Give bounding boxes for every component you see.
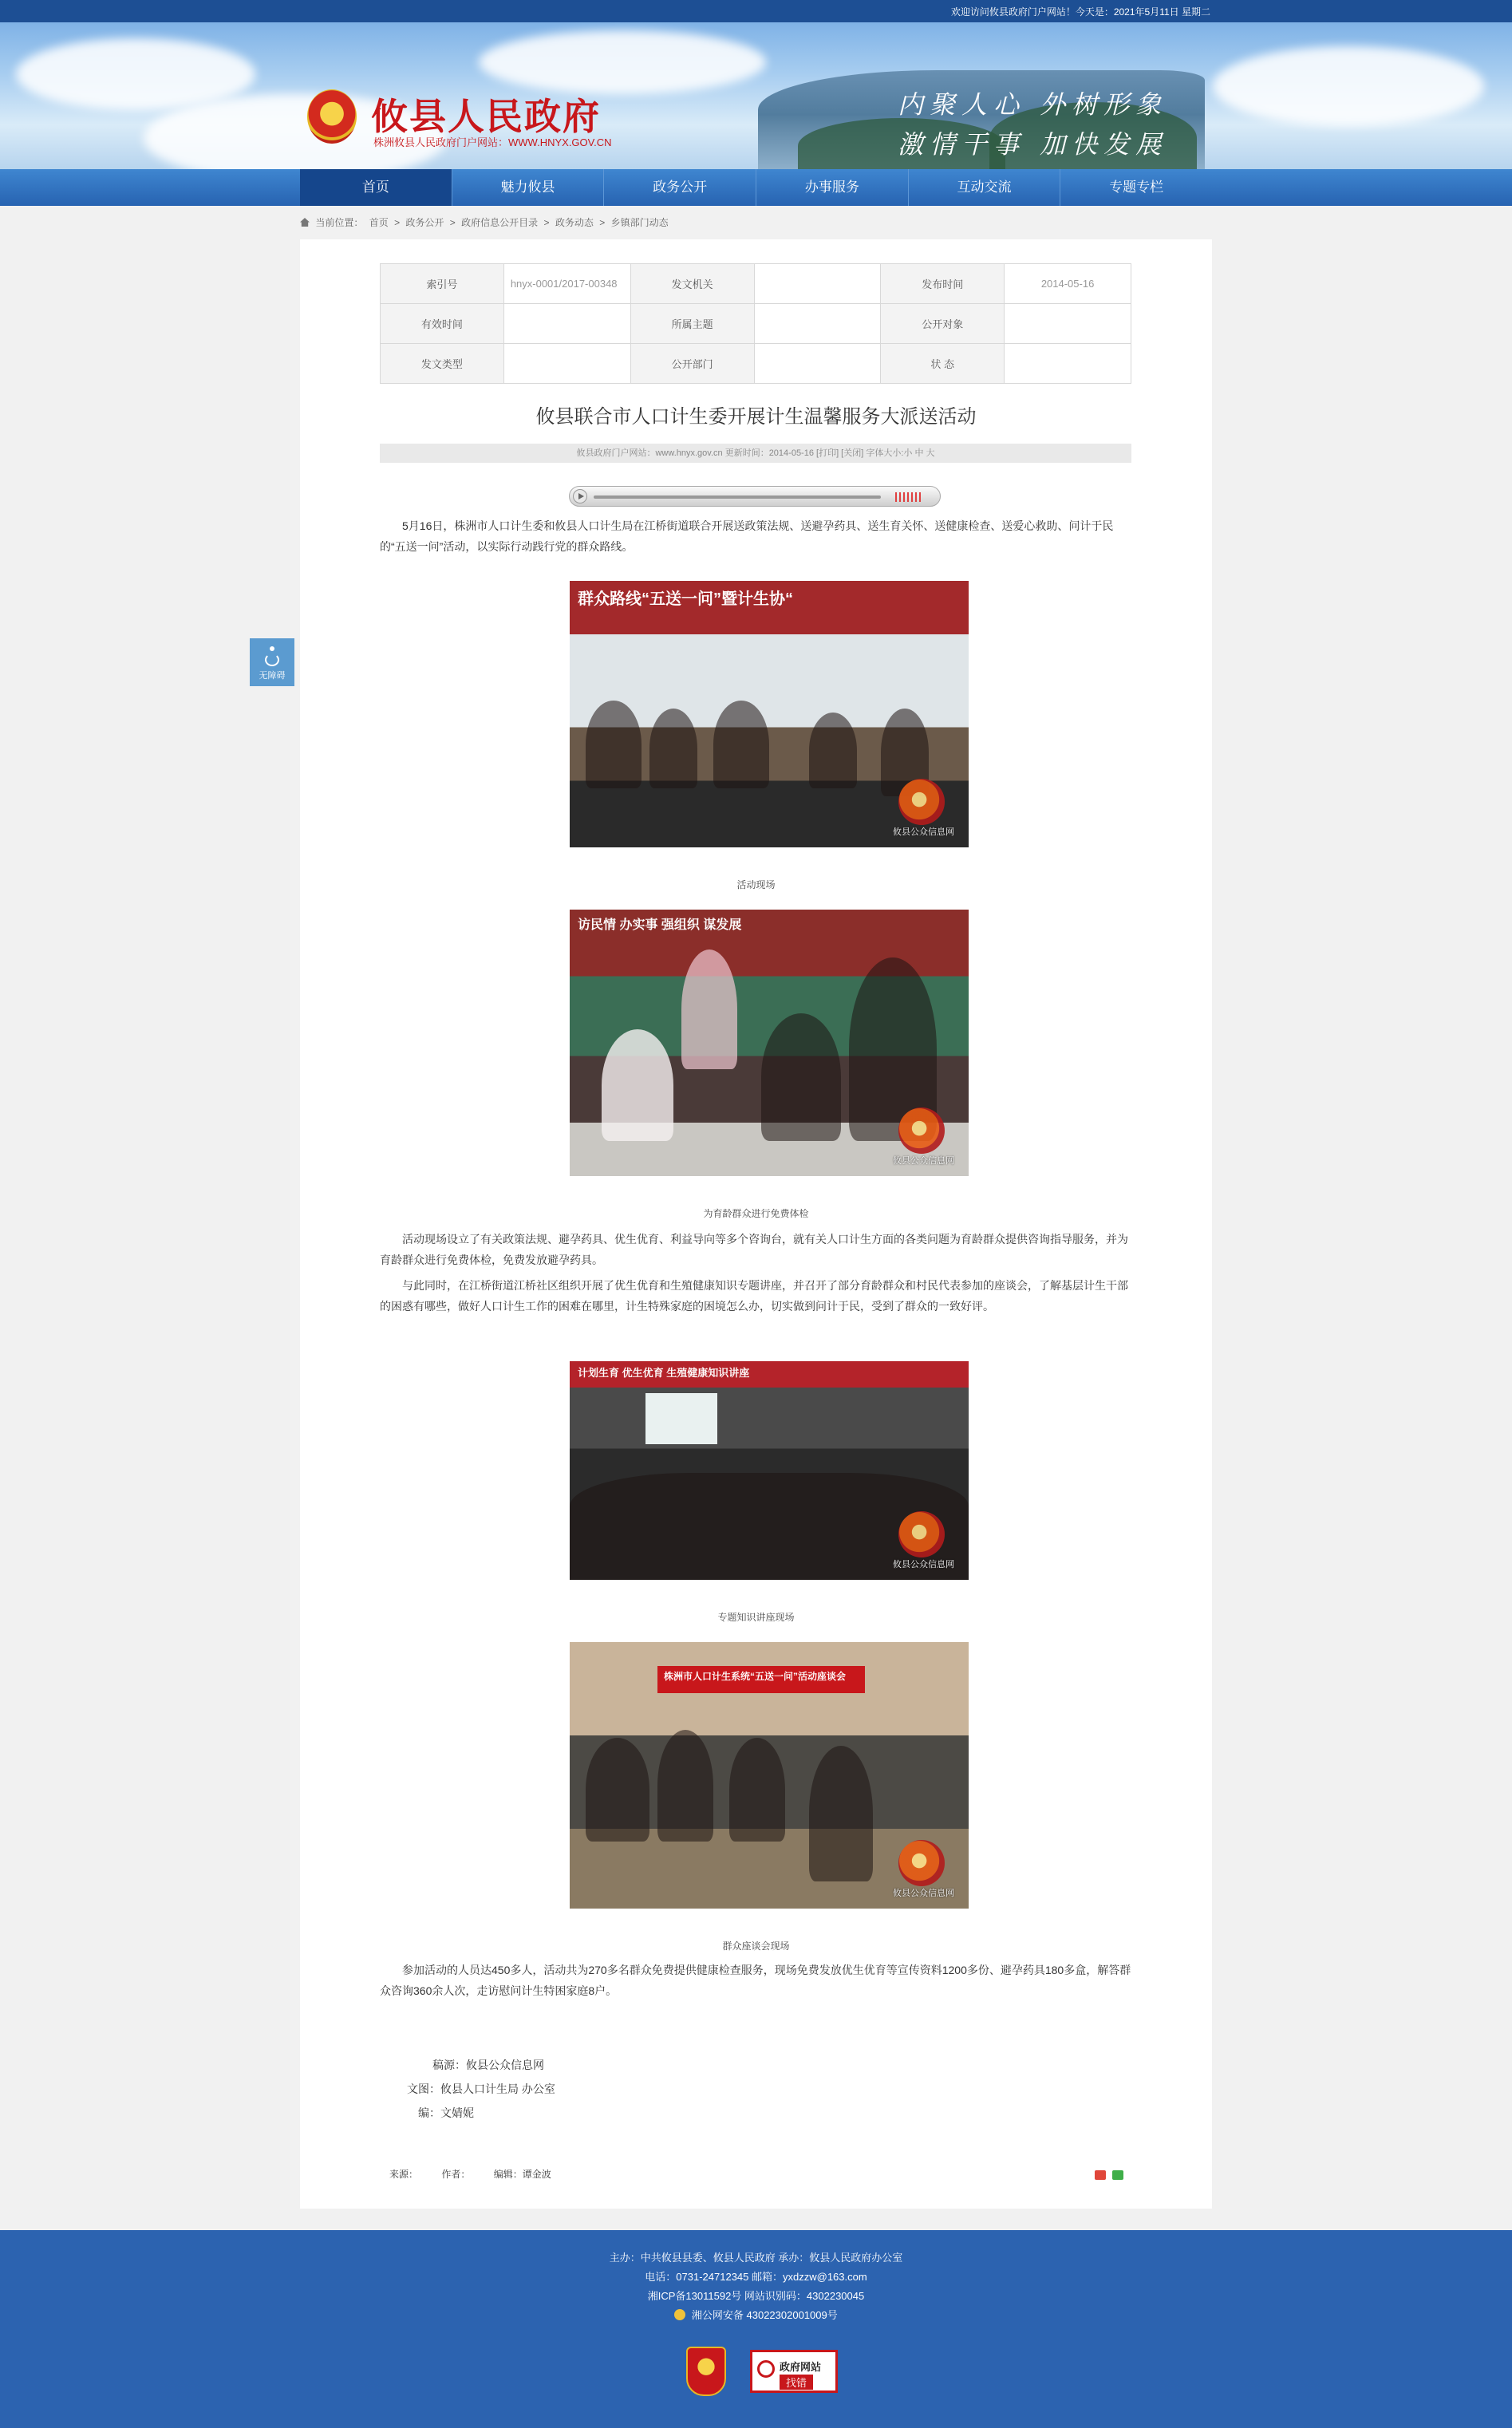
footer-sponsor: 主办：中共攸县县委、攸县人民政府 承办：攸县人民政府办公室 xyxy=(609,2252,903,2264)
breadcrumb-gov-affairs[interactable]: 政务公开 xyxy=(405,217,444,228)
photo-lecture: 计划生育 优生优育 生殖健康知识讲座 攸县公众信息网 xyxy=(570,1361,969,1580)
meta-value xyxy=(503,304,630,344)
breadcrumb: 当前位置： 首页 > 政务公开 > 政府信息公开目录 > 政务动态 > 乡镇部门动态 xyxy=(300,215,672,229)
meta-key: 发文机关 xyxy=(630,264,754,304)
meta-value: hnyx-0001/2017-00348 xyxy=(503,264,630,304)
meta-value xyxy=(1005,304,1131,344)
progress-track[interactable] xyxy=(594,495,881,499)
nav-item-gov-affairs[interactable]: 政务公开 xyxy=(604,169,756,206)
wechat-share-icon[interactable] xyxy=(1112,2170,1123,2180)
national-emblem-icon xyxy=(307,89,357,144)
site-subtitle: 株洲攸县人民政府门户网站：WWW.HNYX.GOV.CN xyxy=(373,136,612,148)
slogan-line-1: 内聚人心 外树形象 xyxy=(898,89,1168,120)
meta-key: 状 态 xyxy=(881,344,1005,384)
party-gov-badge-icon[interactable] xyxy=(686,2347,726,2396)
nav-item-home[interactable]: 首页 xyxy=(300,169,452,206)
audio-player[interactable] xyxy=(569,486,941,507)
photo-health-check: 访民情 办实事 强组织 谋发展 攸县公众信息网 xyxy=(570,910,969,1176)
article-info-bar: 攸县政府门户网站：www.hnyx.gov.cn 更新时间：2014-05-16 [打印] [关闭] 字体大小:小 中 大 xyxy=(380,444,1131,463)
paragraph: 5月16日，株洲市人口计生委和攸县人口计生局在江桥街道联合开展送政策法规、送避孕药具、送生育关怀、送健康检查、送爱心救助、问计于民的“五送一问”活动，以实际行动践行党的群众路线。 xyxy=(380,519,1114,553)
meta-key: 索引号 xyxy=(381,264,504,304)
site-footer xyxy=(0,2230,1512,2428)
breadcrumb-label: 当前位置： xyxy=(315,217,364,228)
breadcrumb-home[interactable]: 首页 xyxy=(369,217,389,228)
report-error-badge[interactable]: 政府网站 找错 xyxy=(750,2350,838,2393)
photo-caption: 为育龄群众进行免费体检 xyxy=(703,1208,809,1219)
photo-event-site: 群众路线“五送一问”暨计生协“ 攸县公众信息网 xyxy=(570,581,969,847)
nav-item-charm[interactable]: 魅力攸县 xyxy=(452,169,605,206)
paragraph: 与此同时，在江桥街道江桥社区组织开展了优生优育和生殖健康知识专题讲座，并召开了部分育龄群众和村民代表参加的座谈会，了解基层计生干部的困惑有哪些，做好人口计生工作的困难在哪里，计生特殊家庭的困境怎么办，切实做到问计于民，受到了群众的一致好评。 xyxy=(380,1279,1128,1313)
editor-credit: 编：文婧妮 xyxy=(418,2106,474,2119)
metadata-table xyxy=(380,263,1131,384)
author-label: 作者： xyxy=(441,2169,471,2180)
footer-contact: 电话：0731-24712345 邮箱：yxdzzw@163.com xyxy=(645,2271,867,2283)
photo-caption: 群众座谈会现场 xyxy=(722,1940,790,1952)
article-title: 攸县联合市人口计生委开展计生温馨服务大派送活动 xyxy=(535,406,977,428)
slogan-line-2: 激情干事 加快发展 xyxy=(898,129,1168,160)
watermark-logo-icon xyxy=(898,1107,945,1154)
police-badge-icon xyxy=(674,2309,685,2320)
accessibility-button[interactable] xyxy=(250,638,294,686)
paragraph: 参加活动的人员达450多人，活动共为270多名群众免费提供健康检查服务，现场免费发放优生优育等宣传资料1200多份、避孕药具180多盒，解答群众咨询360余人次，走访慰问计生特困家庭8户。 xyxy=(380,1964,1131,1997)
header-banner xyxy=(0,22,1512,169)
meta-key: 公开对象 xyxy=(881,304,1005,344)
footer-police-record[interactable]: 湘公网安备 43022302001009号 xyxy=(691,2309,838,2321)
breadcrumb-dept-news[interactable]: 乡镇部门动态 xyxy=(610,217,669,228)
meta-value: 2014-05-16 xyxy=(1005,264,1131,304)
top-bar xyxy=(0,0,1512,22)
photo-forum: 株洲市人口计生系统“五送一问”活动座谈会 攸县公众信息网 xyxy=(570,1642,969,1909)
wheelchair-icon xyxy=(263,646,281,665)
home-icon xyxy=(300,218,310,227)
photo-caption: 活动现场 xyxy=(736,879,776,890)
watermark-logo-icon xyxy=(898,779,945,825)
volume-icon[interactable] xyxy=(895,492,922,502)
nav-item-services[interactable]: 办事服务 xyxy=(756,169,909,206)
meta-value xyxy=(754,304,881,344)
accessibility-label: 无障碍 xyxy=(259,671,286,681)
footer-icp[interactable]: 湘ICP备13011592号 网站识别码：4302230045 xyxy=(647,2290,865,2302)
watermark-logo-icon xyxy=(898,1511,945,1557)
meta-key: 所属主题 xyxy=(630,304,754,344)
breadcrumb-catalog[interactable]: 政府信息公开目录 xyxy=(461,217,539,228)
article-footer-meta xyxy=(389,2167,572,2181)
magnifier-icon xyxy=(757,2360,775,2378)
main-nav xyxy=(0,169,1512,206)
article-container xyxy=(300,239,1212,2209)
editor-label: 编辑：谭金波 xyxy=(493,2169,551,2180)
meta-key: 发布时间 xyxy=(881,264,1005,304)
photo-credit: 文图：攸县人口计生局 办公室 xyxy=(407,2083,555,2095)
weibo-share-icon[interactable] xyxy=(1095,2170,1106,2180)
site-title[interactable]: 攸县人民政府 xyxy=(371,95,601,138)
source-label: 来源： xyxy=(389,2169,419,2180)
meta-value xyxy=(754,344,881,384)
meta-value xyxy=(754,264,881,304)
nav-item-topics[interactable]: 专题专栏 xyxy=(1109,180,1164,195)
breadcrumb-news[interactable]: 政务动态 xyxy=(555,217,594,228)
paragraph: 活动现场设立了有关政策法规、避孕药具、优生优育、利益导向等多个咨询台，就有关人口计生方面的各类问题为育龄群众提供咨询指导服务，并为育龄群众进行免费体检，免费发放避孕药具。 xyxy=(380,1233,1128,1266)
nav-item-interaction[interactable]: 互动交流 xyxy=(909,169,1061,206)
watermark-logo-icon xyxy=(898,1840,945,1886)
photo-caption: 专题知识讲座现场 xyxy=(717,1612,795,1623)
play-icon[interactable] xyxy=(573,489,587,503)
meta-key: 公开部门 xyxy=(630,344,754,384)
source-credit: 稿源：攸县公众信息网 xyxy=(432,2059,544,2071)
meta-value xyxy=(1005,344,1131,384)
welcome-text: 欢迎访问攸县政府门户网站！今天是：2021年5月11日 星期二 xyxy=(950,6,1210,18)
meta-value xyxy=(503,344,630,384)
meta-key: 发文类型 xyxy=(381,344,504,384)
meta-key: 有效时间 xyxy=(381,304,504,344)
